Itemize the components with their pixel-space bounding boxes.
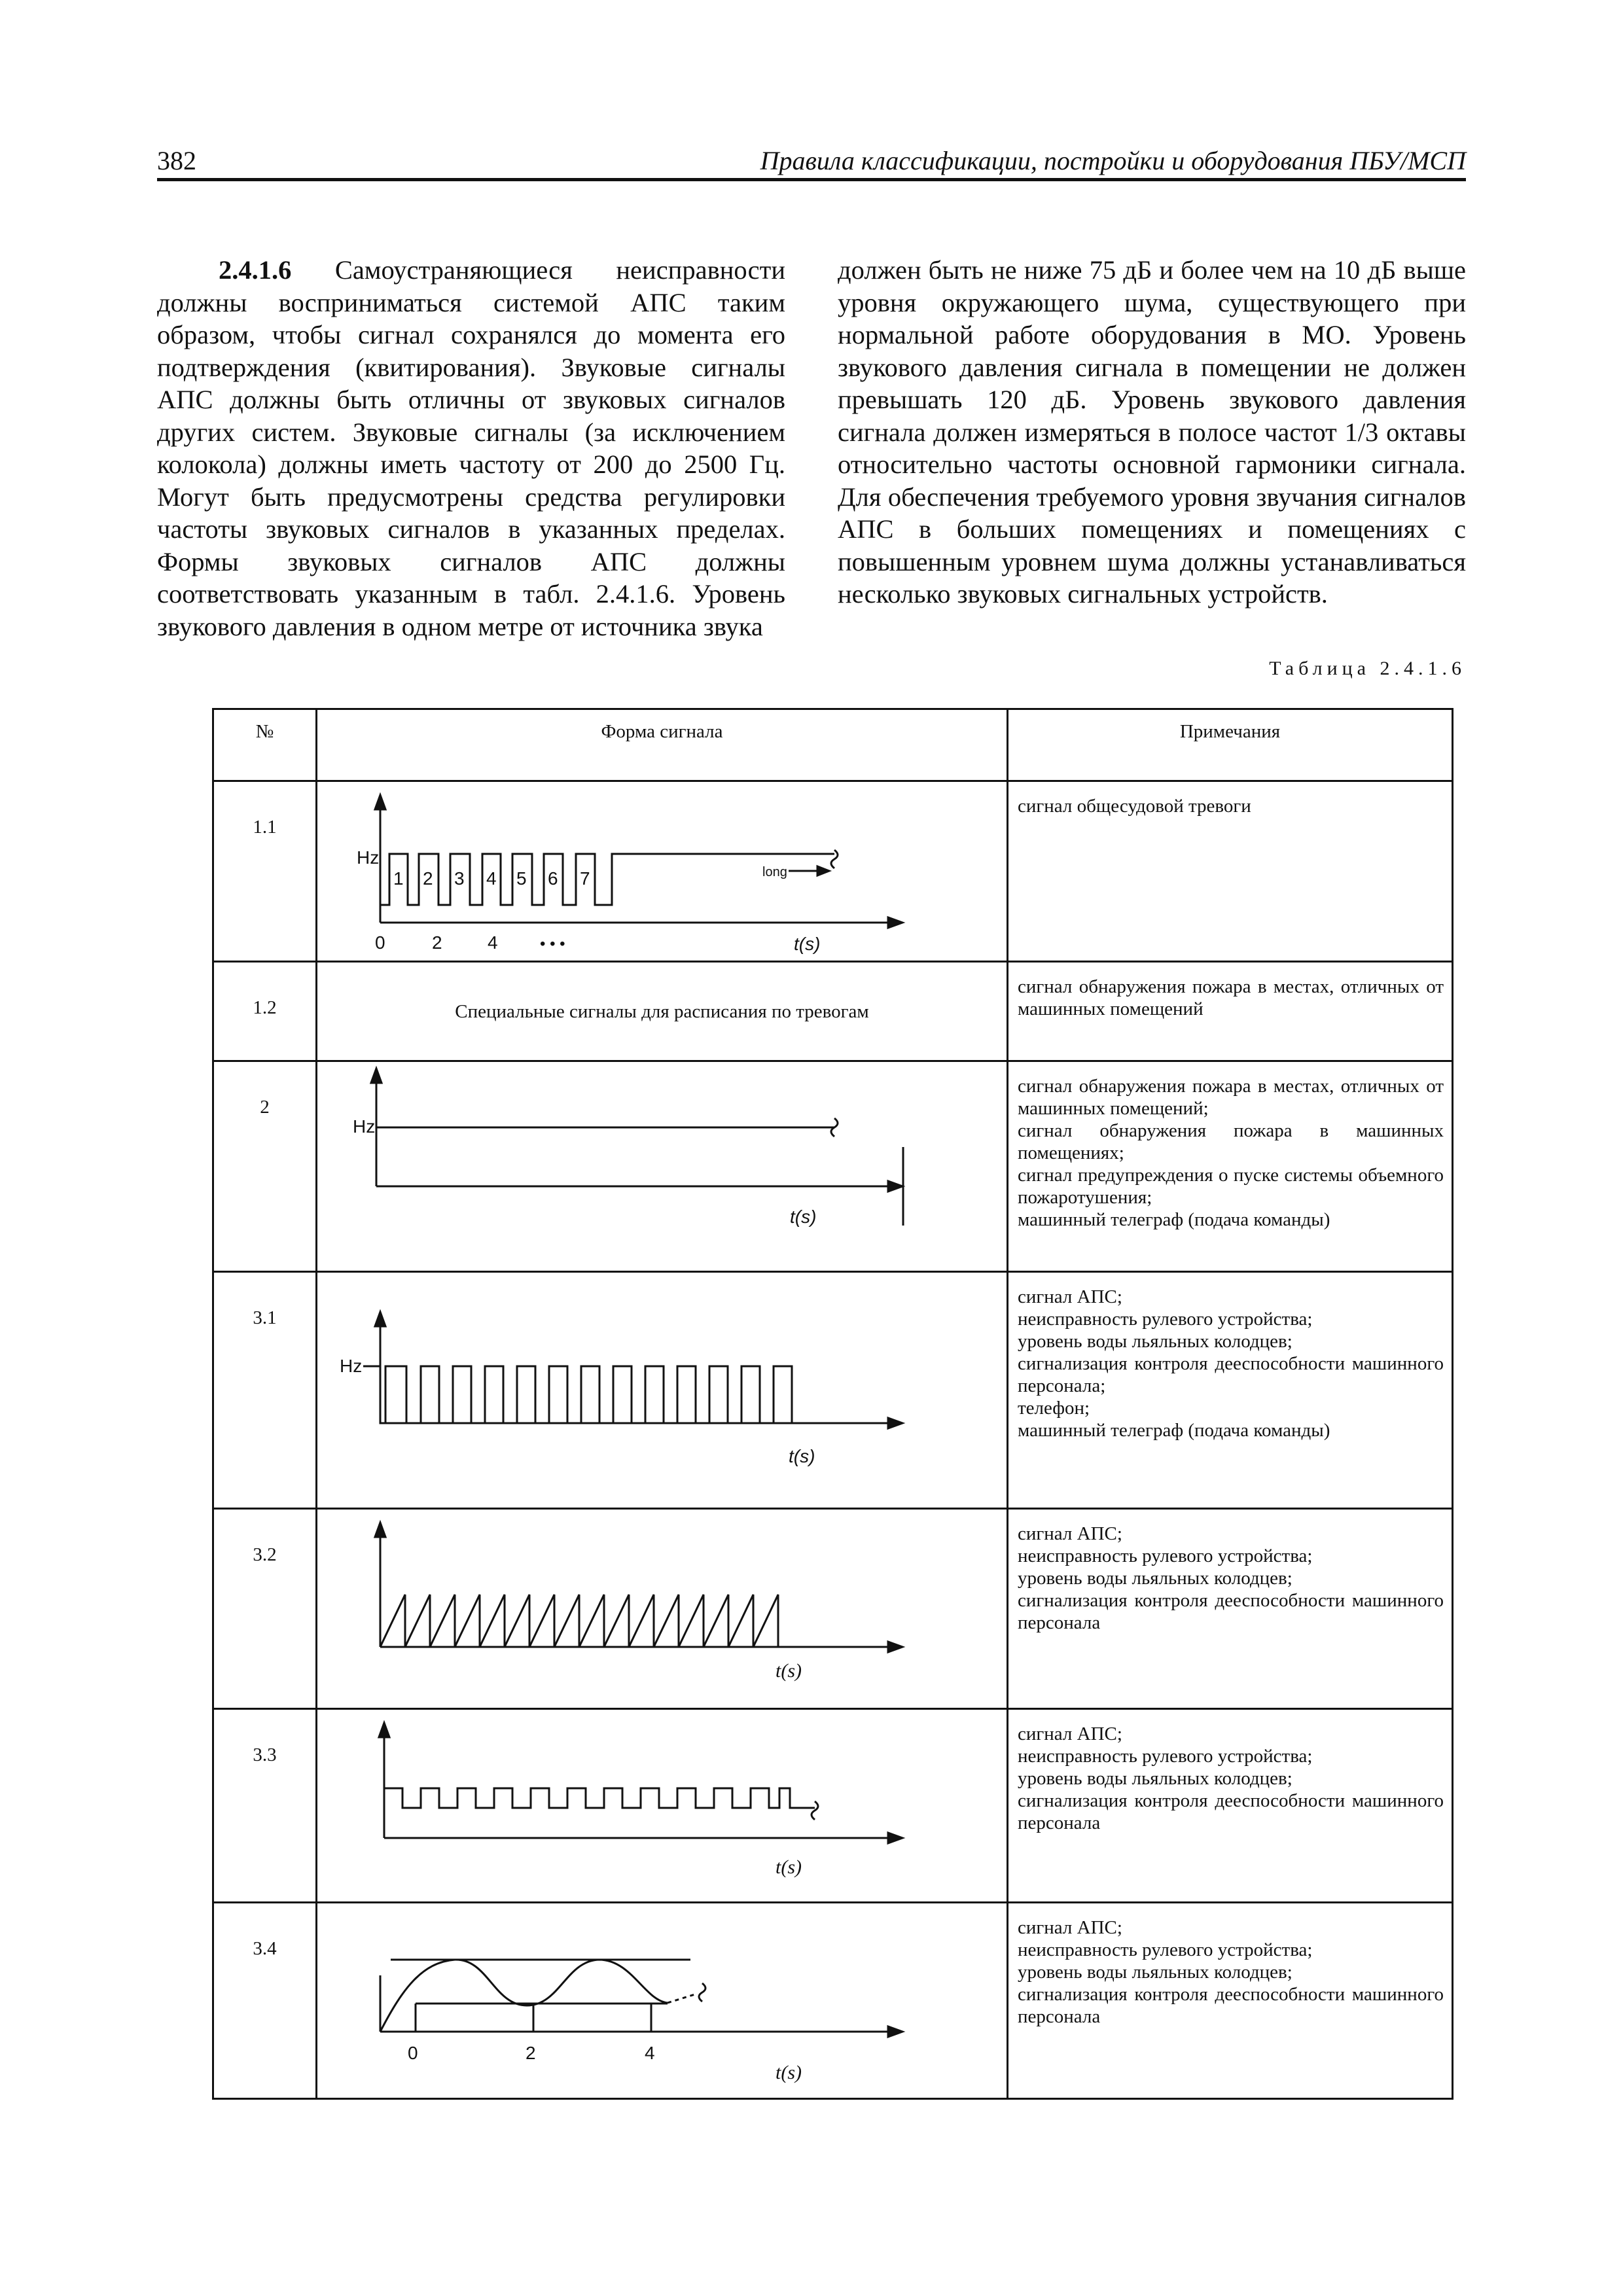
waveform-cell xyxy=(317,1509,1008,1709)
pulse-label: 6 xyxy=(548,868,558,889)
running-title: Правила классификации, постройки и оборудования ПБУ/МСП xyxy=(760,146,1466,175)
pulse-label: 2 xyxy=(423,868,433,889)
t-label: t(s) xyxy=(776,1660,802,1682)
tick-label: 4 xyxy=(645,2043,655,2063)
row-number: 3.1 xyxy=(213,1272,317,1509)
note-line: сигнал АПС; xyxy=(1018,1917,1122,1938)
table-row xyxy=(213,1709,1453,1903)
note-line: неисправность рулевого устройства; xyxy=(1018,1545,1313,1566)
pulse-label: 4 xyxy=(486,868,497,889)
y-arrow xyxy=(375,795,385,809)
note-line: сигнализация контроля дееспособности машинного персонала xyxy=(1018,1790,1444,1833)
y-arrow xyxy=(379,1723,389,1737)
note-line: сигнал АПС; xyxy=(1018,1523,1122,1544)
signal-table xyxy=(212,708,1454,2100)
note-line: сигнал АПС; xyxy=(1018,1286,1122,1307)
note-line: сигнализация контроля дееспособности машинного персонала xyxy=(1018,1984,1444,2027)
hz-label: Hz xyxy=(357,847,380,868)
tick-label: 4 xyxy=(488,932,498,953)
notes-cell xyxy=(1008,1903,1453,2099)
table-row xyxy=(213,1509,1453,1709)
hz-label: Hz xyxy=(340,1356,363,1376)
notes-cell xyxy=(1008,962,1453,1061)
break-mark xyxy=(812,1801,818,1820)
note-line: уровень воды льяльных колодцев; xyxy=(1018,1962,1293,1983)
sawtooth-wave xyxy=(380,1595,778,1647)
note-line: машинный телеграф (подача команды) xyxy=(1018,1209,1330,1230)
x-arrow xyxy=(888,1418,902,1428)
y-arrow xyxy=(375,1312,385,1326)
section-number: 2.4.1.6 xyxy=(219,255,292,285)
note-line: сигнал предупреждения о пуске системы объемного пожаротушения; xyxy=(1018,1165,1444,1208)
waveform-3-2 xyxy=(317,1510,1008,1706)
note-line: машинный телеграф (подача команды) xyxy=(1018,1420,1330,1441)
note-line: уровень воды льяльных колодцев; xyxy=(1018,1331,1293,1352)
table-row xyxy=(213,1272,1453,1509)
right-paragraph: должен быть не ниже 75 дБ и более чем на 10 дБ выше уровня окружающего шума, существующего при нормальной работе оборудования в МО. Уровень звукового давления сигнала в помещении не должен превышать 120 дБ. Уровень звукового давления сигнала должен измеряться в полосе частот 1/3 октавы относительно частоты основной гармоники сигнала. Для обеспечения требуемого уровня звучания сигналов АПС в больших помещениях и помещениях с повышенным уровнем шума должны устанавливаться несколько звуковых сигнальных устройств. xyxy=(838,255,1466,609)
break-mark xyxy=(699,1983,705,2002)
t-label: t(s) xyxy=(790,1207,817,1227)
note-line: сигнал АПС; xyxy=(1018,1723,1122,1744)
continuation xyxy=(668,1994,697,2003)
x-arrow xyxy=(888,917,902,928)
long-label: long xyxy=(762,865,787,879)
note-line: сигнал обнаружения пожара в местах, отличных от машинных помещений xyxy=(1018,976,1444,1019)
waveform-cell xyxy=(317,1903,1008,2099)
break-mark xyxy=(831,850,838,868)
x-arrow xyxy=(888,2026,902,2037)
note-line: неисправность рулевого устройства; xyxy=(1018,1939,1313,1960)
table-row xyxy=(213,781,1453,962)
notes-cell xyxy=(1008,1061,1453,1272)
row-number: 2 xyxy=(213,1061,317,1272)
header-form: Форма сигнала xyxy=(317,709,1008,781)
y-arrow xyxy=(371,1069,382,1083)
pulse-label: 5 xyxy=(516,868,527,889)
ellipsis: • • • xyxy=(540,935,565,953)
note-line: неисправность рулевого устройства; xyxy=(1018,1746,1313,1767)
tick-label: 0 xyxy=(375,932,385,953)
notes-cell xyxy=(1008,1709,1453,1903)
note-line: телефон; xyxy=(1018,1398,1090,1419)
header-rule xyxy=(157,178,1466,181)
table-row xyxy=(213,1061,1453,1272)
table-row xyxy=(213,962,1453,1061)
table-caption: Таблица 2.4.1.6 xyxy=(1269,658,1466,679)
row-number: 3.2 xyxy=(213,1509,317,1709)
waveform-2 xyxy=(317,1062,1008,1269)
note-line: сигнал общесудовой тревоги xyxy=(1018,796,1251,817)
pulse-train xyxy=(380,854,834,905)
waveform-3-3 xyxy=(317,1710,1008,1899)
notes-cell xyxy=(1008,1272,1453,1509)
header-notes: Примечания xyxy=(1008,709,1453,781)
tick-label: 0 xyxy=(408,2043,418,2063)
waveform-cell xyxy=(317,1272,1008,1509)
pulse-label: 1 xyxy=(393,868,404,889)
row-number: 3.3 xyxy=(213,1709,317,1903)
body-left-column xyxy=(157,254,785,643)
table-header-row xyxy=(213,709,1453,781)
waveform-3-1 xyxy=(317,1273,1008,1506)
waveform-1-1 xyxy=(317,782,1008,959)
x-arrow xyxy=(888,1181,902,1192)
hz-label: Hz xyxy=(353,1116,376,1137)
header-num: № xyxy=(213,709,317,781)
page-number: 382 xyxy=(157,146,196,175)
notes-cell xyxy=(1008,1509,1453,1709)
waveform-3-4 xyxy=(317,1903,1008,2096)
square-wave xyxy=(384,1788,815,1808)
pulse-train xyxy=(363,1366,792,1423)
body-right-column xyxy=(838,254,1466,610)
pulse-label: 7 xyxy=(580,868,590,889)
row-number: 3.4 xyxy=(213,1903,317,2099)
page-header xyxy=(157,145,1466,178)
modulated-wave xyxy=(380,1960,668,2032)
note-line: уровень воды льяльных колодцев; xyxy=(1018,1568,1293,1589)
t-label: t(s) xyxy=(776,2062,802,2083)
row-number: 1.1 xyxy=(213,781,317,962)
x-arrow xyxy=(888,1642,902,1652)
special-signals-text: Специальные сигналы для расписания по тревогам xyxy=(317,962,1008,1061)
t-label: t(s) xyxy=(789,1446,815,1466)
row-number: 1.2 xyxy=(213,962,317,1061)
left-paragraph: Самоустраняющиеся неисправности должны восприниматься системой АПС таким образом, чтобы сигнал сохранялся до момента его подтверждения (квитирования). Звуковые сигналы АПС должны быть отличны от звуковых сигналов других систем. Звуковые сигналы (за исключением колокола) должны иметь частоту от 200 до 2500 Гц. Могут быть предусмотрены средства регулировки частоты звуковых сигналов в указанных пределах. Формы звуковых сигналов АПС должны соответствовать указанным в табл. 2.4.1.6. Уровень звукового давления в одном метре от источника звука xyxy=(157,255,785,641)
y-arrow xyxy=(375,1523,385,1537)
tick-label: 2 xyxy=(432,932,442,953)
pulse-label: 3 xyxy=(454,868,465,889)
waveform-cell xyxy=(317,1061,1008,1272)
t-label: t(s) xyxy=(776,1856,802,1878)
note-line: сигнал обнаружения пожара в машинных помещениях; xyxy=(1018,1120,1444,1163)
note-line: сигнализация контроля дееспособности машинного персонала; xyxy=(1018,1353,1444,1396)
tick-label: 2 xyxy=(526,2043,536,2063)
table-row xyxy=(213,1903,1453,2099)
waveform-cell xyxy=(317,1709,1008,1903)
notes-cell xyxy=(1008,781,1453,962)
note-line: сигнализация контроля дееспособности машинного персонала xyxy=(1018,1590,1444,1633)
note-line: неисправность рулевого устройства; xyxy=(1018,1309,1313,1330)
note-line: сигнал обнаружения пожара в местах, отличных от машинных помещений; xyxy=(1018,1076,1444,1119)
x-arrow xyxy=(888,1833,902,1843)
t-label: t(s) xyxy=(794,934,821,954)
note-line: уровень воды льяльных колодцев; xyxy=(1018,1768,1293,1789)
waveform-cell xyxy=(317,781,1008,962)
